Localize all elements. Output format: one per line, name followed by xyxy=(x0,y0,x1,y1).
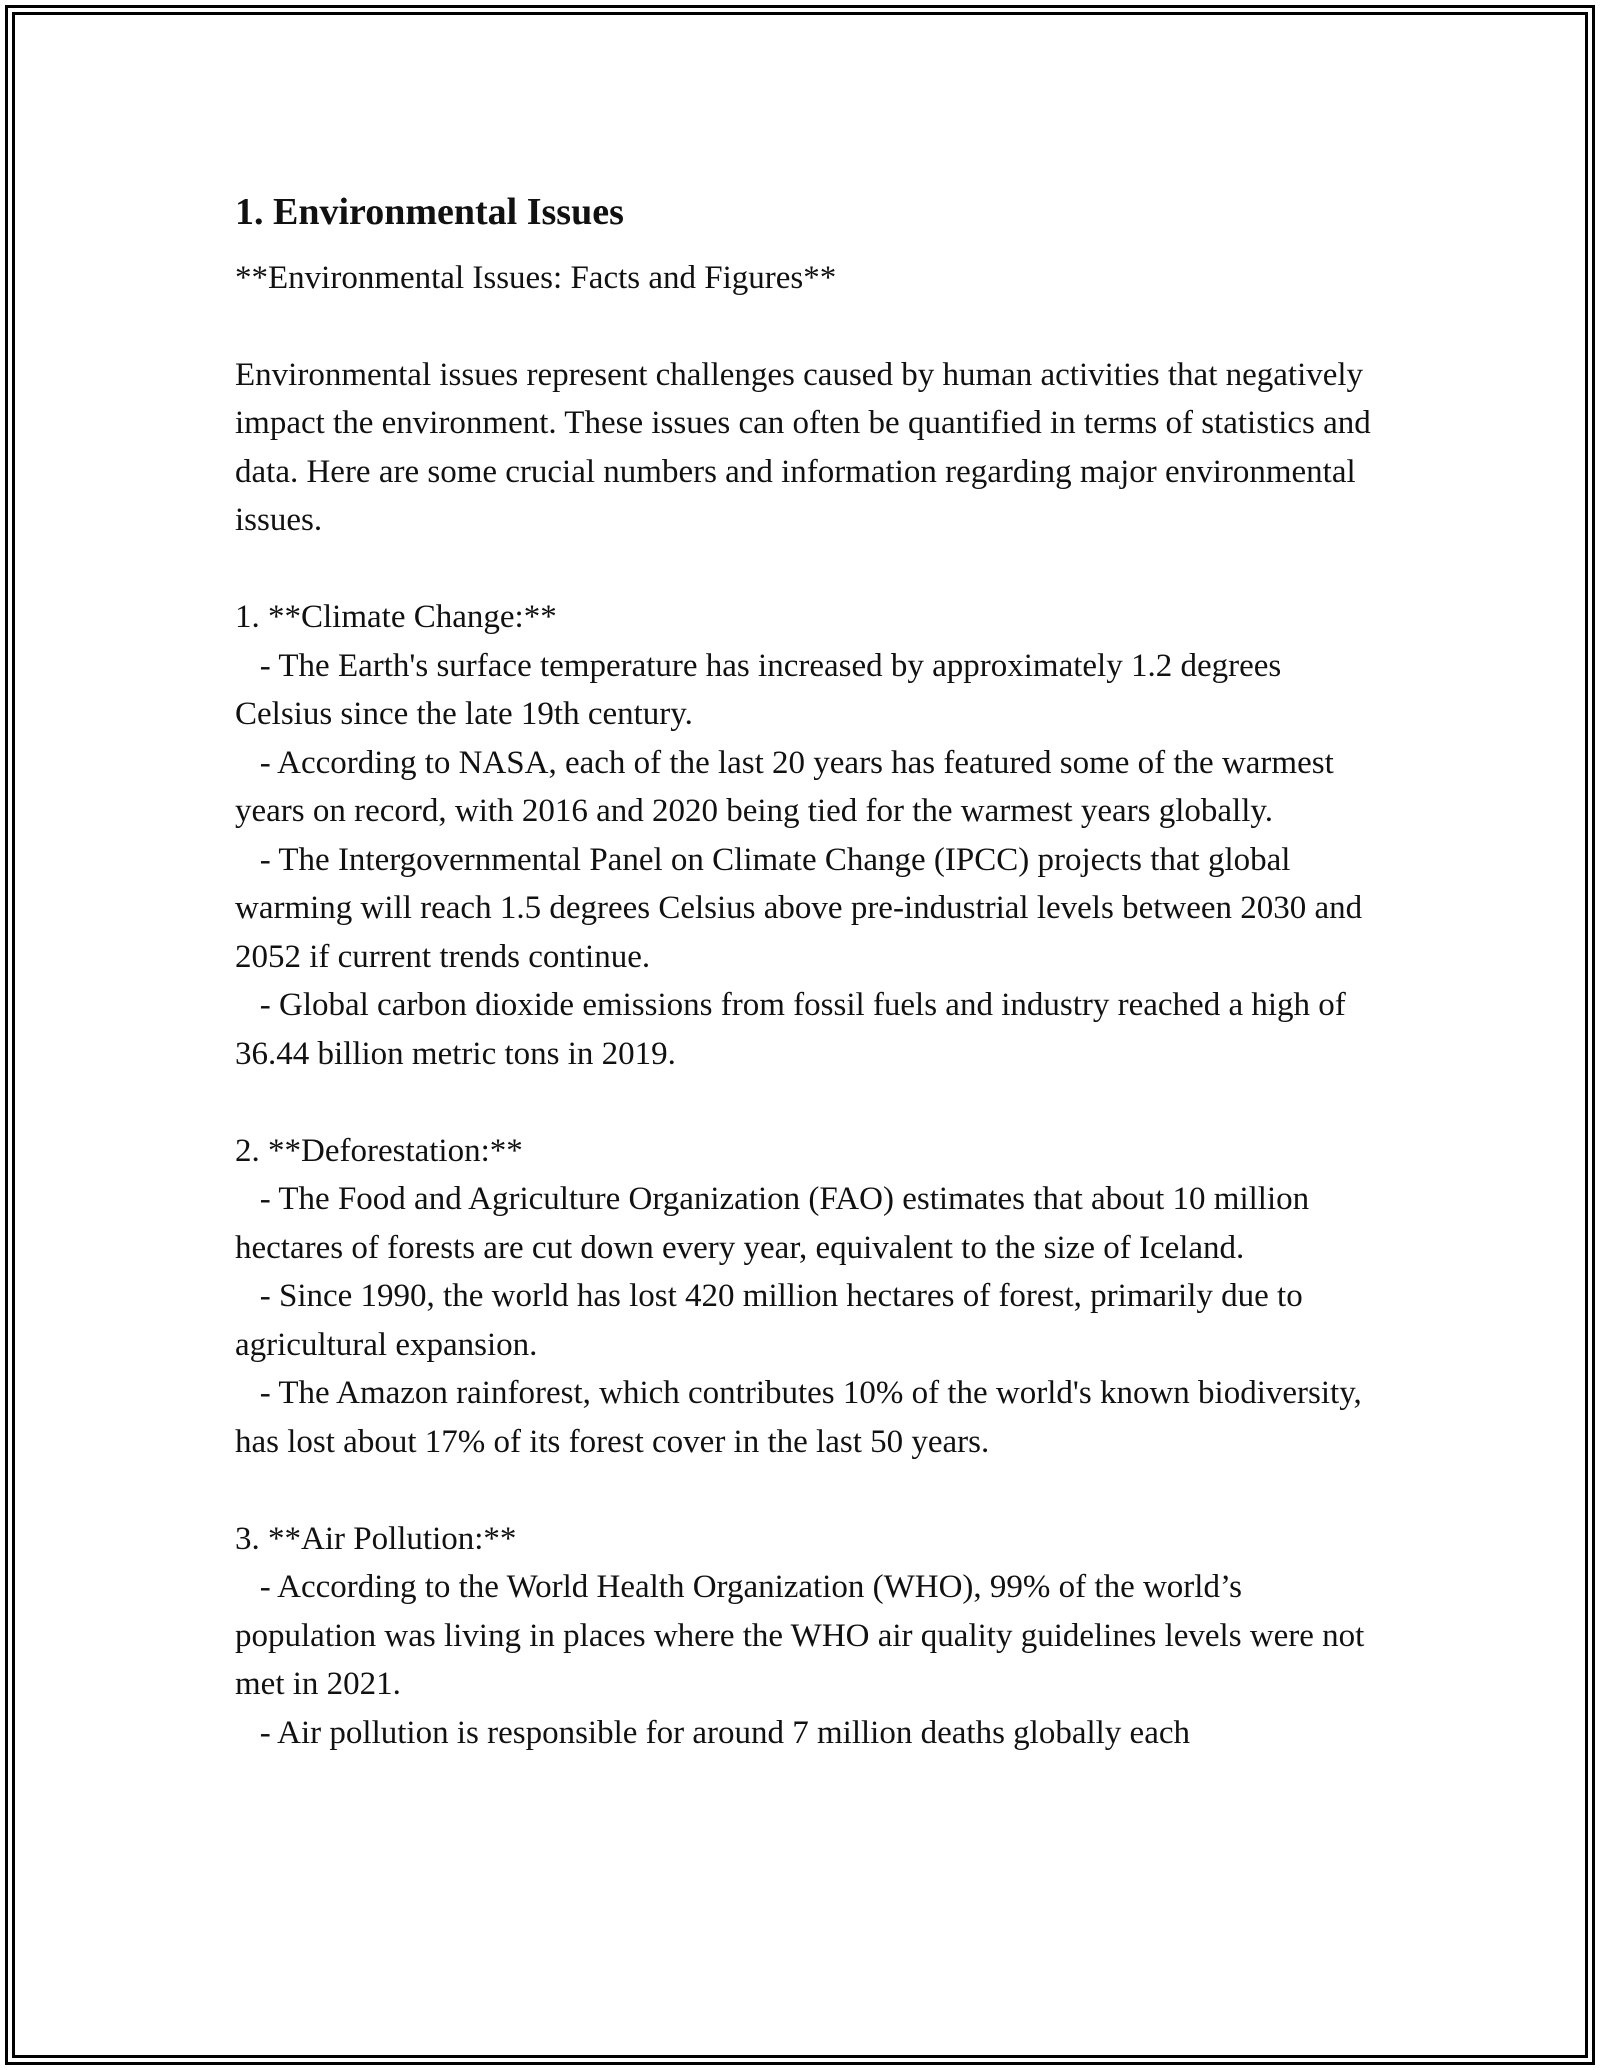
section-title: 3. **Air Pollution:** xyxy=(235,1520,517,1557)
list-item: - According to the World Health Organization (WHO), 99% of the world’s population was living in places where the WHO air quality guidelines levels were not met in 2021. xyxy=(235,1569,1373,1702)
document-body xyxy=(235,186,1380,1757)
list-item: - Since 1990, the world has lost 420 million hectares of forest, primarily due to agricultural expansion. xyxy=(235,1278,1311,1363)
list-item: - The Food and Agriculture Organization (FAO) estimates that about 10 million hectares of forests are cut down every year, equivalent to the size of Iceland. xyxy=(235,1181,1318,1266)
list-item: - The Intergovernmental Panel on Climate Change (IPCC) projects that global warming will reach 1.5 degrees Celsius above pre-industrial levels between 2030 and 2052 if current trends continue. xyxy=(235,841,1371,975)
section-climate-change xyxy=(235,593,1375,1078)
spacer xyxy=(235,1466,1375,1515)
section-title: 1. **Climate Change:** xyxy=(235,599,557,635)
list-item: - The Earth's surface temperature has increased by approximately 1.2 degrees Celsius since the late 19th century. xyxy=(235,647,1290,732)
spacer xyxy=(235,545,1375,594)
list-item: - Global carbon dioxide emissions from fossil fuels and industry reached a high of 36.44 billion metric tons in 2019. xyxy=(235,987,1355,1072)
spacer xyxy=(235,302,1375,351)
page-title: 1. Environmental Issues xyxy=(235,191,624,233)
list-item: - According to NASA, each of the last 20 years has featured some of the warmest years on record, with 2016 and 2020 being tied for the warmest years globally. xyxy=(235,744,1342,829)
section-air-pollution xyxy=(235,1515,1375,1758)
intro-paragraph: Environmental issues represent challenges caused by human activities that negatively impact the environment. These issues can often be quantified in terms of statistics and data. Here are some crucial numbers and information regarding major environmental issues. xyxy=(235,356,1380,538)
document-subtitle: **Environmental Issues: Facts and Figures** xyxy=(235,260,837,296)
list-item: - Air pollution is responsible for around 7 million deaths globally each xyxy=(235,1714,1191,1751)
spacer xyxy=(235,1078,1375,1127)
section-deforestation xyxy=(235,1127,1375,1467)
section-title: 2. **Deforestation:** xyxy=(235,1132,523,1169)
list-item: - The Amazon rainforest, which contributes 10% of the world's known biodiversity, has lost about 17% of its forest cover in the last 50 years. xyxy=(235,1375,1371,1460)
